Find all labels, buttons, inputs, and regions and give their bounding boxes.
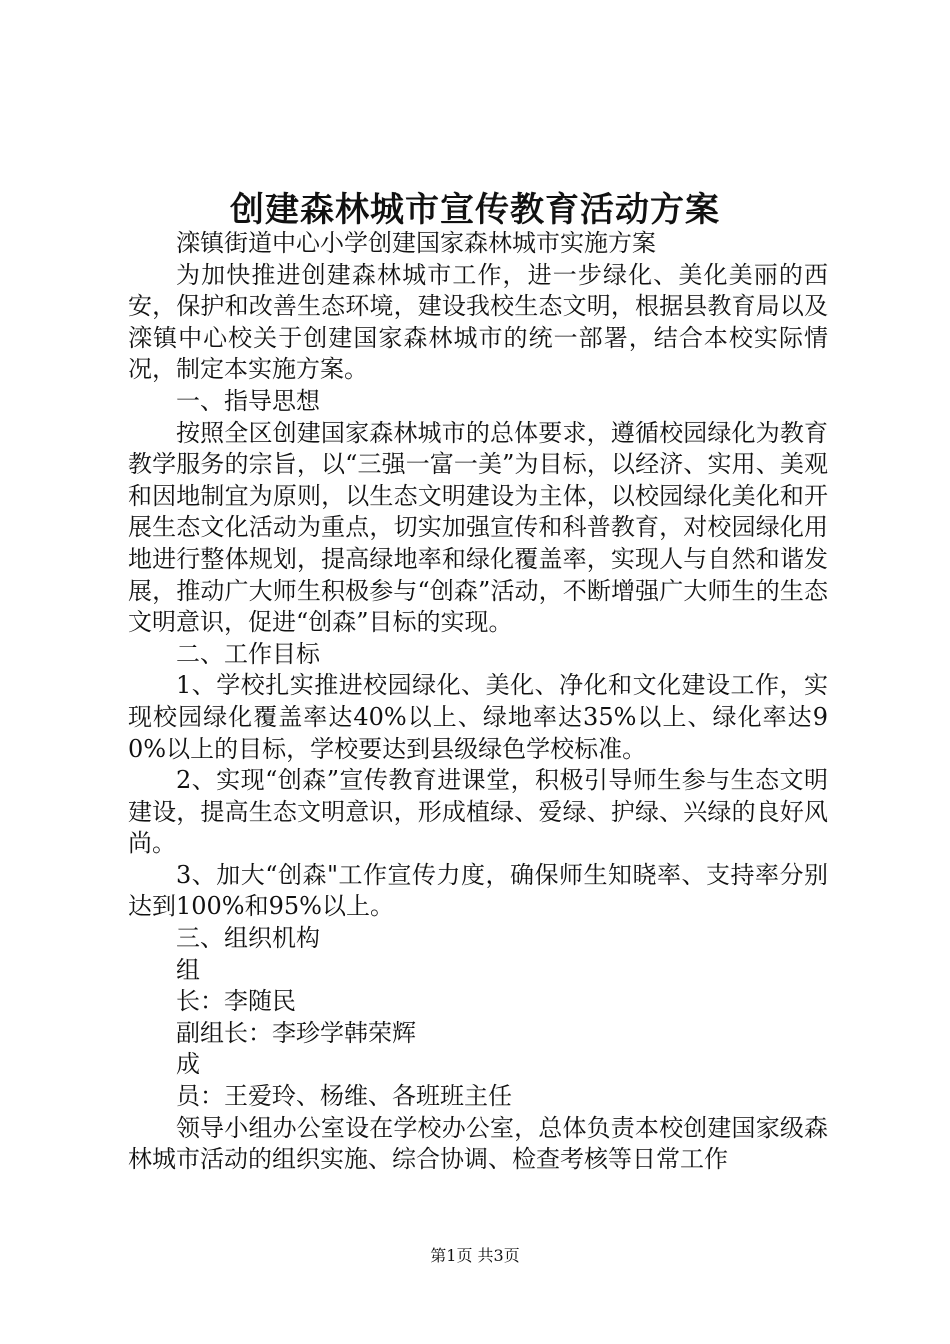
- page-footer: 第1页 共3页: [430, 1246, 520, 1265]
- paragraph: 3、加大“创森"工作宣传力度，确保师生知晓率、支持率分别达到100%和95%以上。: [128, 860, 828, 921]
- paragraph: 滦镇街道中心小学创建国家森林城市实施方案: [176, 229, 656, 257]
- section-heading: 二、工作目标: [176, 639, 320, 668]
- paragraph: 员：王爱玲、杨维、各班班主任: [176, 1082, 512, 1111]
- paragraph: 成: [176, 1050, 200, 1079]
- paragraph: 副组长：李珍学韩荣辉: [176, 1018, 416, 1047]
- paragraph: 为加快推进创建森林城市工作，进一步绿化、美化美丽的西安，保护和改善生态环境，建设我校生态文明，根据县教育局以及滦镇中心校关于创建国家森林城市的统一部署，结合本校实际情况，制定本实施方案。: [128, 260, 828, 384]
- paragraph: 2、实现“创森”宣传教育进课堂，积极引导师生参与生态文明建设，提高生态文明意识，形成植绿、爱绿、护绿、兴绿的良好风尚。: [128, 766, 828, 858]
- paragraph: 组: [176, 955, 200, 984]
- document-title: 创建森林城市宣传教育活动方案: [230, 190, 720, 230]
- paragraph: 1、学校扎实推进校园绿化、美化、净化和文化建设工作，实现校园绿化覆盖率达40%以上、绿地率达35%以上、绿化率达90%以上的目标，学校要达到县级绿色学校标准。: [128, 671, 828, 763]
- document-body: [128, 228, 828, 1176]
- paragraph: 长：李随民: [176, 987, 296, 1016]
- section-heading: 三、组织机构: [176, 924, 320, 953]
- section-heading: 一、指导思想: [176, 386, 320, 415]
- paragraph: 按照全区创建国家森林城市的总体要求，遵循校园绿化为教育教学服务的宗旨，以“三强一富一美”为目标，以经济、实用、美观和因地制宜为原则，以生态文明建设为主体，以校园绿化美化和开展生态文化活动为重点，切实加强宣传和科普教育，对校园绿化用地进行整体规划，提高绿地率和绿化覆盖率，实现人与自然和谐发展，推动广大师生积极参与“创森”活动，不断增强广大师生的生态文明意识，促进“创森”目标的实现。: [128, 418, 828, 637]
- paragraph: 领导小组办公室设在学校办公室，总体负责本校创建国家级森林城市活动的组织实施、综合协调、检查考核等日常工作: [128, 1113, 828, 1174]
